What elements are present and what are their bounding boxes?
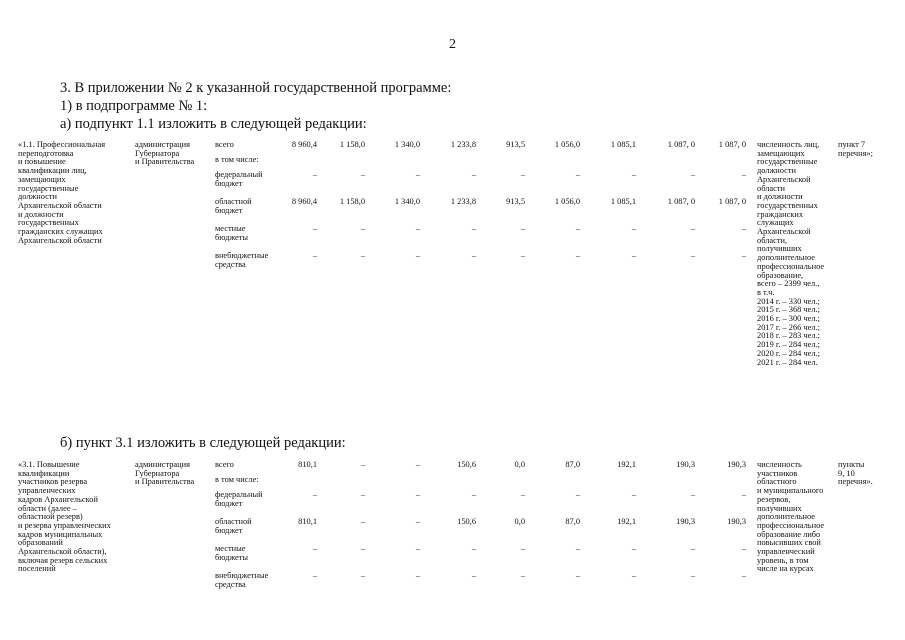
cell-value: –	[415, 170, 420, 179]
row-label: внебюджетные	[215, 571, 269, 580]
cell-value: 1 087, 0	[667, 197, 695, 206]
cell-value: 8 960,4	[291, 140, 317, 149]
cell-value: 913,5	[506, 197, 525, 206]
cell-value: –	[575, 571, 580, 580]
cell-value: 0,0	[514, 460, 525, 469]
indicator-line: в т.ч.	[757, 287, 775, 297]
indicator-line: и должности	[757, 192, 803, 202]
cell-value: –	[690, 170, 695, 179]
cell-value: –	[415, 544, 420, 553]
cell-value: 1 087, 0	[718, 197, 746, 206]
title-line: квалификации лиц,	[18, 166, 87, 176]
indicator-line: должности	[757, 166, 797, 176]
cell-value: 150,6	[457, 460, 476, 469]
heading-point-3-1: б) пункт 3.1 изложить в следующей редакции:	[60, 435, 346, 451]
indicator-line: служащих	[757, 218, 794, 228]
cell-value: 1 087, 0	[718, 140, 746, 149]
page-number: 2	[449, 37, 456, 52]
row-label: внебюджетные	[215, 251, 269, 260]
title-line: замещающих	[18, 174, 66, 184]
title-line: областной резерв)	[18, 512, 83, 522]
cell-value: –	[575, 251, 580, 260]
indicator-line: численность	[757, 460, 802, 469]
title-line: включая резерв сельских	[18, 555, 108, 565]
title-line: образований	[18, 538, 63, 548]
title-line: государственных	[18, 218, 79, 228]
cell-value: –	[631, 571, 636, 580]
cell-value: –	[741, 251, 746, 260]
cell-value: –	[360, 251, 365, 260]
cell-value: –	[471, 490, 476, 499]
row-label: в том числе:	[215, 475, 259, 484]
cell-value: –	[741, 490, 746, 499]
title-line: кадров Архангельской	[18, 494, 98, 504]
cell-value: –	[471, 224, 476, 233]
cell-value: –	[471, 170, 476, 179]
table-block-1-1	[0, 141, 905, 433]
indicator-line: образование,	[757, 270, 804, 280]
cell-value: –	[575, 490, 580, 499]
cell-value: 1 056,0	[554, 197, 580, 206]
row-label: всего	[215, 460, 234, 469]
indicator-line: управленческий	[757, 547, 815, 556]
cell-value: 190,3	[676, 517, 695, 526]
indicator-line: получивших	[757, 244, 802, 254]
row-label: местные	[215, 224, 246, 233]
row-label: в том числе:	[215, 155, 259, 164]
cell-value: –	[415, 460, 420, 469]
cell-value: –	[741, 544, 746, 553]
cell-value: –	[415, 571, 420, 580]
table-block-3-1	[0, 461, 905, 640]
row-label: местные	[215, 544, 246, 553]
reference-line: пункт 7	[838, 140, 866, 149]
cell-value: 810,1	[298, 460, 317, 469]
indicator-line: профессиональное	[757, 520, 825, 530]
cell-value: –	[520, 544, 525, 553]
title-line: поселений	[18, 564, 56, 574]
indicator-line: дополнительное	[757, 512, 816, 522]
indicator-line: получивших	[757, 503, 802, 513]
cell-value: –	[360, 571, 365, 580]
row-label: средства	[215, 259, 246, 269]
cell-value: 1 056,0	[554, 140, 580, 149]
cell-value: –	[360, 224, 365, 233]
cell-value: –	[415, 517, 420, 526]
row-label: бюджет	[215, 498, 243, 508]
indicator-line: повысивших свой	[757, 538, 821, 548]
executor-line: Губернатора	[135, 148, 180, 158]
cell-value: –	[631, 251, 636, 260]
cell-value: –	[471, 251, 476, 260]
cell-value: 913,5	[506, 140, 525, 149]
cell-value: –	[690, 571, 695, 580]
indicator-line: области,	[757, 235, 788, 245]
cell-value: –	[631, 544, 636, 553]
cell-value: –	[415, 251, 420, 260]
cell-value: –	[520, 251, 525, 260]
cell-value: –	[520, 571, 525, 580]
cell-value: 810,1	[298, 517, 317, 526]
cell-value: –	[520, 170, 525, 179]
cell-value: –	[415, 490, 420, 499]
title-line: управленческих	[18, 486, 76, 496]
row-label: областной	[215, 197, 252, 206]
indicator-line: 2021 г. – 284 чел.	[757, 357, 818, 367]
heading-subpoint-1-1: а) подпункт 1.1 изложить в следующей редакции:	[60, 116, 367, 132]
cell-value: 87,0	[565, 517, 580, 526]
row-label: бюджет	[215, 205, 243, 215]
cell-value: 1 340,0	[394, 140, 420, 149]
indicator-line: Архангельской	[757, 174, 811, 184]
indicator-line: профессиональное	[757, 261, 825, 271]
executor-line: и Правительства	[135, 157, 195, 167]
title-line: «3.1. Повышение	[18, 460, 80, 469]
indicator-line: образование либо	[757, 529, 821, 539]
indicator-line: 2020 г. – 284 чел.;	[757, 348, 820, 358]
indicator-line: численность лиц,	[757, 140, 820, 149]
row-label: бюджет	[215, 525, 243, 535]
cell-value: –	[690, 251, 695, 260]
title-line: и должности	[18, 209, 64, 219]
cell-value: –	[360, 490, 365, 499]
indicator-line: и муниципального	[757, 486, 824, 496]
cell-value: –	[575, 544, 580, 553]
indicator-line: уровень, в том	[757, 555, 809, 565]
cell-value: 1 085,1	[610, 140, 636, 149]
indicator-line: 2019 г. – 284 чел.;	[757, 340, 820, 350]
cell-value: –	[631, 170, 636, 179]
title-line: гражданских служащих	[18, 227, 103, 236]
title-line: кадров муниципальных	[18, 529, 103, 539]
cell-value: –	[690, 224, 695, 233]
indicator-line: замещающих	[757, 148, 805, 158]
title-line: квалификации	[18, 468, 70, 478]
indicator-line: 2016 г. – 300 чел.;	[757, 314, 820, 323]
reference-line: 9, 10	[838, 468, 855, 478]
cell-value: –	[360, 170, 365, 179]
cell-value: 1 233,8	[450, 197, 476, 206]
indicator-line: Архангельской	[757, 227, 811, 236]
indicator-line: числе на курсах	[757, 564, 814, 574]
cell-value: 1 085,1	[610, 197, 636, 206]
cell-value: –	[741, 170, 746, 179]
executor-line: администрация	[135, 460, 190, 469]
reference-line: перечня».	[838, 477, 873, 487]
cell-value: –	[312, 224, 317, 233]
row-label: средства	[215, 579, 246, 589]
cell-value: –	[360, 544, 365, 553]
cell-value: –	[741, 571, 746, 580]
cell-value: 8 960,4	[291, 197, 317, 206]
cell-value: –	[690, 544, 695, 553]
row-label: бюджет	[215, 178, 243, 188]
indicator-line: гражданских	[757, 209, 804, 219]
cell-value: 190,3	[727, 460, 746, 469]
row-label: бюджеты	[215, 232, 249, 242]
cell-value: 190,3	[727, 517, 746, 526]
cell-value: 1 158,0	[339, 140, 365, 149]
title-line: переподготовка	[18, 148, 74, 158]
cell-value: 192,1	[617, 460, 636, 469]
indicator-line: 2014 г. – 330 чел.;	[757, 296, 820, 306]
indicator-line: резервов,	[757, 494, 791, 504]
title-line: области (далее –	[18, 503, 77, 513]
executor-line: администрация	[135, 140, 190, 149]
title-line: «1.1. Профессиональная	[18, 140, 106, 149]
cell-value: –	[471, 571, 476, 580]
indicator-line: государственных	[757, 200, 818, 210]
title-line: должности	[18, 192, 58, 202]
reference-line: перечня»;	[838, 148, 873, 158]
indicator-line: всего – 2399 чел.,	[757, 279, 820, 289]
reference-line: пункты	[838, 460, 865, 469]
title-line: участников резерва	[18, 477, 88, 487]
indicator-line: областного	[757, 477, 797, 487]
row-label: всего	[215, 140, 234, 149]
cell-value: –	[471, 544, 476, 553]
row-label: федеральный	[215, 170, 263, 179]
cell-value: –	[520, 490, 525, 499]
executor-line: и Правительства	[135, 477, 195, 487]
cell-value: –	[575, 224, 580, 233]
cell-value: –	[360, 517, 365, 526]
title-line: Архангельской области	[18, 200, 102, 210]
heading-appendix: 3. В приложении № 2 к указанной государственной программе:	[60, 80, 452, 96]
cell-value: –	[415, 224, 420, 233]
cell-value: –	[312, 544, 317, 553]
indicator-line: 2015 г. – 368 чел.;	[757, 305, 820, 315]
cell-value: –	[631, 490, 636, 499]
indicator-line: 2017 г. – 266 чел.;	[757, 322, 820, 332]
indicator-line: области	[757, 183, 785, 193]
cell-value: –	[360, 460, 365, 469]
cell-value: 150,6	[457, 517, 476, 526]
title-line: Архангельской области),	[18, 547, 107, 556]
row-label: бюджеты	[215, 552, 249, 562]
cell-value: –	[312, 170, 317, 179]
cell-value: 87,0	[565, 460, 580, 469]
cell-value: –	[741, 224, 746, 233]
cell-value: –	[312, 251, 317, 260]
cell-value: –	[631, 224, 636, 233]
cell-value: 1 340,0	[394, 197, 420, 206]
cell-value: 0,0	[514, 517, 525, 526]
cell-value: –	[575, 170, 580, 179]
cell-value: –	[312, 571, 317, 580]
title-line: государственные	[18, 183, 79, 193]
title-line: Архангельской области	[18, 235, 102, 245]
row-label: областной	[215, 517, 252, 526]
cell-value: 1 087, 0	[667, 140, 695, 149]
indicator-line: государственные	[757, 157, 818, 167]
cell-value: –	[690, 490, 695, 499]
indicator-line: участников	[757, 468, 798, 478]
indicator-line: 2018 г. – 283 чел.;	[757, 331, 820, 341]
heading-subprogram: 1) в подпрограмме № 1:	[60, 98, 208, 114]
cell-value: 190,3	[676, 460, 695, 469]
cell-value: 1 233,8	[450, 140, 476, 149]
title-line: и резерва управленческих	[18, 520, 111, 530]
cell-value: –	[520, 224, 525, 233]
title-line: и повышение	[18, 157, 66, 167]
cell-value: –	[312, 490, 317, 499]
cell-value: 192,1	[617, 517, 636, 526]
cell-value: 1 158,0	[339, 197, 365, 206]
indicator-line: дополнительное	[757, 253, 816, 263]
executor-line: Губернатора	[135, 468, 180, 478]
row-label: федеральный	[215, 490, 263, 499]
